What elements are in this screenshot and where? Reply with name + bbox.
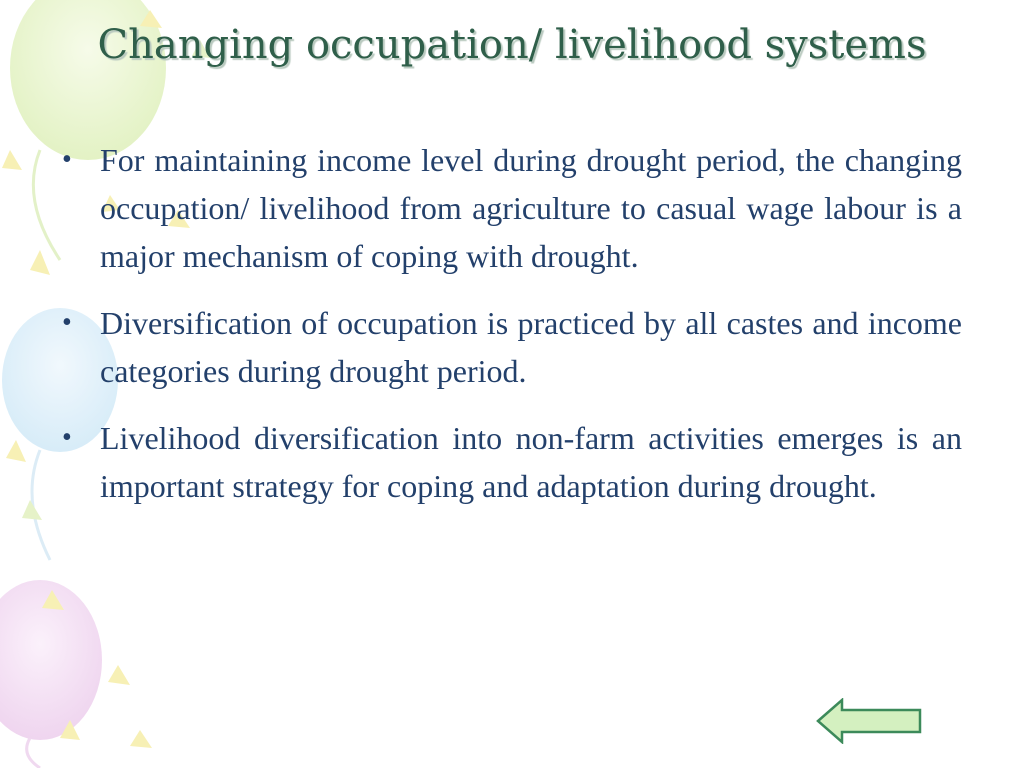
slide-title: Changing occupation/ livelihood systems: [97, 22, 927, 68]
bullet-list: [62, 136, 962, 529]
bullet-text: Diversification of occupation is practiced by all castes and income categories during drought period.: [100, 305, 962, 389]
bullet-marker: •: [62, 144, 72, 175]
bullet-marker: •: [62, 307, 72, 338]
bullet-marker: •: [62, 422, 72, 453]
bullet-text: For maintaining income level during drought period, the changing occupation/ livelihood from agriculture to casual wage labour is a major mechanism of coping with drought.: [100, 142, 962, 274]
back-button[interactable]: [816, 698, 924, 744]
bullet-text: Livelihood diversification into non-farm activities emerges is an important strategy for coping and adaptation during drought.: [100, 420, 962, 504]
bullet-item: [62, 414, 962, 510]
bullet-item: [62, 136, 962, 280]
bullet-item: [62, 299, 962, 395]
left-arrow-icon: [816, 698, 924, 744]
